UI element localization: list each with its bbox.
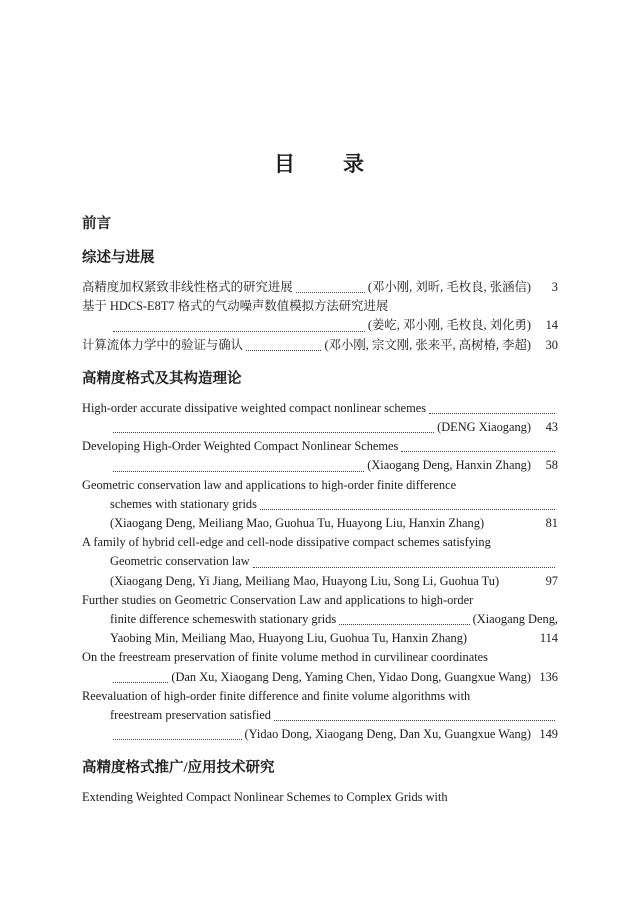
entry-authors: (姜屹, 邓小刚, 毛枚良, 刘化勇) [367,318,531,333]
toc-section-heading: 综述与进展 [82,250,155,266]
entry-page-number: 43 [545,420,558,435]
entry-page-number: 81 [545,516,558,531]
toc-entry-line [82,706,558,725]
entry-title-text: finite difference schemeswith stationary grids [110,612,337,627]
toc-entry-line [82,552,558,571]
entry-title-text: On the freestream preservation of finite volume method in curvilinear coordinates [82,650,488,665]
entry-title-text: High-order accurate dissipative weighted compact nonlinear schemes [82,400,427,415]
toc-entry-line [82,725,558,744]
entry-title-text: Yaobing Min, Meiliang Mao, Huayong Liu, Guohua Tu, Hanxin Zhang) [110,631,468,646]
toc-entry-line [82,297,558,316]
toc-entry-line [82,648,558,667]
entry-title-text: 计算流体力学中的验证与确认 [82,337,244,352]
entry-authors: (邓小刚, 宗文刚, 张来平, 高树椿, 李超) [324,337,531,352]
entry-authors: (Dan Xu, Xiaogang Deng, Yaming Chen, Yidao Dong, Guangxue Wang) [171,669,531,684]
toc-entry-line [82,476,558,495]
entry-page-number: 149 [539,727,558,742]
dot-leader [426,399,558,418]
entry-page-number: 136 [539,669,558,684]
entry-authors: (Xiaogang Deng, Hanxin Zhang) [367,458,531,473]
toc-entry-line [82,533,558,552]
entry-page-number: 58 [545,458,558,473]
toc-title: 目 录 [274,152,366,176]
toc-entry-line [82,668,558,687]
entry-title-text: schemes with stationary grids [110,496,257,511]
entry-title-text: (Xiaogang Deng, Meiliang Mao, Guohua Tu, Huayong Liu, Hanxin Zhang) [110,516,485,531]
toc-section-heading: 高精度格式及其构造理论 [82,370,242,387]
dot-leader [271,706,558,725]
toc-entry-line [82,316,558,335]
dot-leader [110,725,245,744]
document-page [82,152,558,808]
toc-entry-line [82,278,558,297]
toc-entry-line [82,788,558,807]
dot-leader [398,437,558,456]
dot-leader [110,418,437,437]
toc-entry-line [82,495,558,514]
toc-rows [82,215,558,808]
entry-title-text: A family of hybrid cell-edge and cell-node dissipative compact schemes satisfying [82,535,491,550]
entry-title-text: freestream preservation satisfied [110,708,272,723]
toc-entry-line [82,514,558,533]
toc-entry-line [82,418,558,437]
toc-entry-line [82,399,558,418]
dot-leader [110,316,368,335]
toc-section-heading: 高精度格式推广/应用技术研究 [82,760,275,777]
entry-title-text: Extending Weighted Compact Nonlinear Schemes to Complex Grids with [82,790,448,805]
entry-page-number: 14 [545,318,558,333]
toc-entry-line [82,629,558,648]
entry-title-text: Reevaluation of high-order finite difference and finite volume algorithms with [82,688,471,703]
entry-title-text: (Xiaogang Deng, Yi Jiang, Meiliang Mao, Huayong Liu, Song Li, Guohua Tu) [110,573,500,588]
entry-authors: (Xiaogang Deng, [472,612,558,627]
entry-title-text: 高精度加权紧致非线性格式的研究进展 [82,280,293,294]
entry-page-number: 114 [539,631,558,646]
entry-title-text: Geometric conservation law [110,554,250,569]
entry-authors: (邓小刚, 刘昕, 毛枚良, 张涵信) [367,280,531,294]
toc-section-heading: 前言 [82,216,111,232]
dot-leader [243,336,324,355]
dot-leader [110,456,367,475]
toc-entry-line [82,336,558,355]
entry-authors: (Yidao Dong, Xiaogang Deng, Dan Xu, Guangxue Wang) [244,727,531,742]
entry-page-number: 30 [545,337,558,352]
entry-page-number: 3 [551,280,558,294]
dot-leader [110,668,171,687]
entry-page-number: 97 [545,573,558,588]
entry-title-text: Geometric conservation law and applications to high-order finite difference [82,477,457,492]
toc-entry-line [82,591,558,610]
dot-leader [293,278,368,297]
toc-entry-line [82,687,558,706]
entry-title-text: Further studies on Geometric Conservation Law and applications to high-order [82,592,474,607]
entry-title-text: Developing High-Order Weighted Compact Nonlinear Schemes [82,439,399,454]
entry-authors: (DENG Xiaogang) [437,420,531,435]
toc-entry-line [82,610,558,629]
toc-entry-line [82,572,558,591]
toc-entry-line [82,456,558,475]
dot-leader [250,552,558,571]
dot-leader [336,610,472,629]
entry-title-text: 基于 HDCS-E8T7 格式的气动噪声数值模拟方法研究进展 [82,299,389,314]
dot-leader [257,495,558,514]
toc-entry-line [82,437,558,456]
